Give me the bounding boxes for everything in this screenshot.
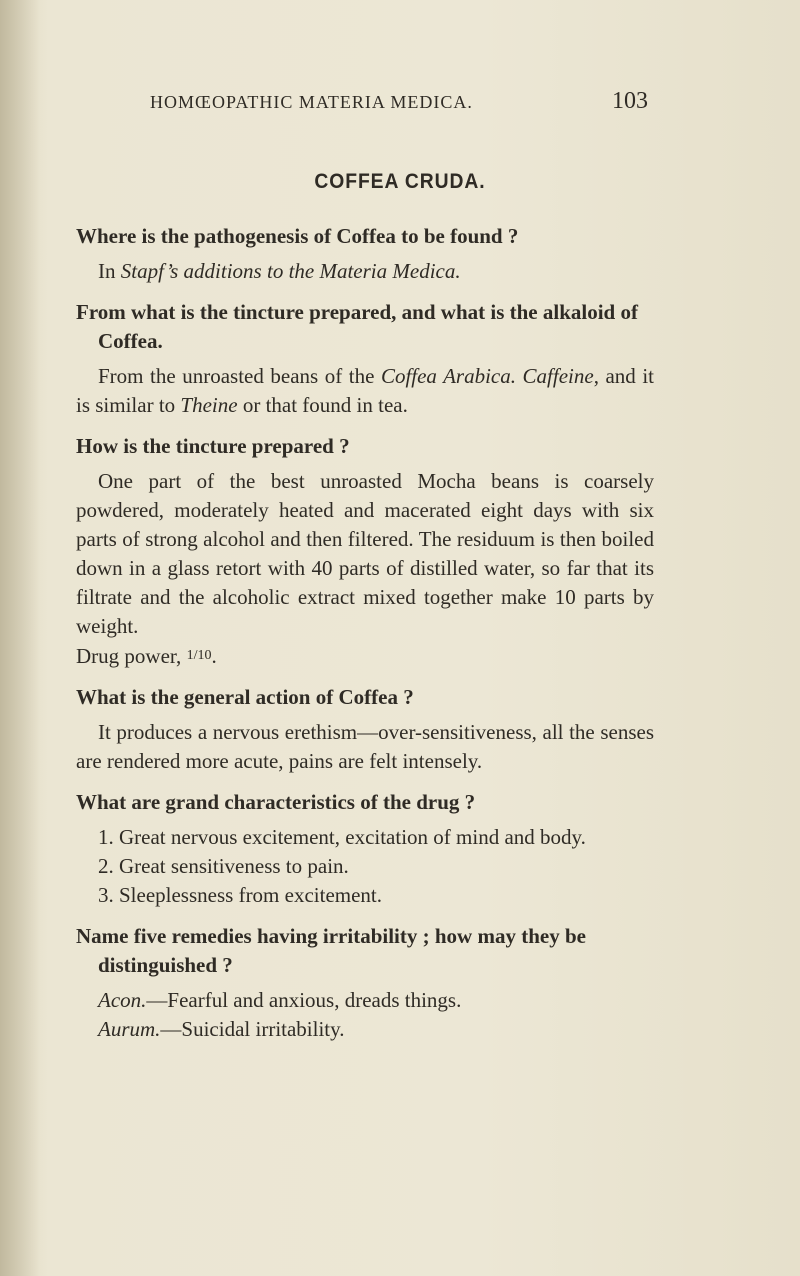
drug-power-fraction: 1/10 <box>186 648 212 663</box>
answer-text: In <box>98 259 121 283</box>
remedy-text: —Suicidal irritability. <box>160 1017 345 1041</box>
chapter-title: COFFEA CRUDA. <box>314 170 486 193</box>
answer-italic: Theine <box>180 393 238 417</box>
list-item: 3. Sleeplessness from excitement. <box>98 883 383 907</box>
page-number: 103 <box>612 88 648 114</box>
question-tincture-preparation: How is the tincture prepared ? <box>76 434 350 458</box>
answer-italic: Stapf’s additions to the Materia Medica. <box>120 259 461 283</box>
page-body <box>76 222 654 1044</box>
answer-text: . <box>211 644 217 668</box>
remedy-text: —Fearful and anxious, dreads things. <box>146 988 462 1012</box>
list-item: 2. Great sensitiveness to pain. <box>98 854 349 878</box>
question-general-action: What is the general action of Coffea ? <box>76 685 414 709</box>
answer-general-action: It produces a nervous erethism—over-sensitiveness, all the senses are rendered more acute, pains are felt intensely. <box>76 720 654 773</box>
answer-text: From the unroasted beans of the <box>98 364 381 388</box>
question-tincture-source: From what is the tincture prepared, and what is the alkaloid of Coffea. <box>76 300 638 353</box>
answer-text: , and it is similar to <box>76 364 654 417</box>
question-pathogenesis: Where is the pathogenesis of Coffea to be found ? <box>76 224 519 248</box>
remedy-aurum <box>76 1015 654 1044</box>
answer-italic: Coffea Arabica. <box>380 364 516 388</box>
remedy-name: Aurum. <box>98 1017 161 1041</box>
answer-text: or that found in tea. <box>237 393 408 417</box>
question-characteristics: What are grand characteristics of the drug ? <box>76 790 476 814</box>
list-item: 1. Great nervous excitement, excitation of mind and body. <box>98 825 586 849</box>
question-remedies: Name five remedies having irritability ; how may they be distinguished ? <box>76 924 586 977</box>
answer-drug-power <box>76 641 654 671</box>
answer-text: Drug power, <box>76 644 187 668</box>
running-head: HOMŒOPATHIC MATERIA MEDICA. <box>150 92 473 112</box>
answer-tincture-preparation: One part of the best unroasted Mocha beans is coarsely powdered, moderately heated and macerated eight days with six parts of strong alcohol and then filtered. The residuum is then boiled down in a glass retort with 40 parts of distilled water, so far that its filtrate and the alcoholic extract mixed together make 10 parts by weight. <box>76 469 654 638</box>
answer-pathogenesis <box>76 257 654 286</box>
answer-tincture-source <box>76 362 654 420</box>
remedy-name: Acon. <box>98 988 147 1012</box>
answer-italic: Caffeine <box>522 364 594 388</box>
remedy-acon <box>76 986 654 1015</box>
